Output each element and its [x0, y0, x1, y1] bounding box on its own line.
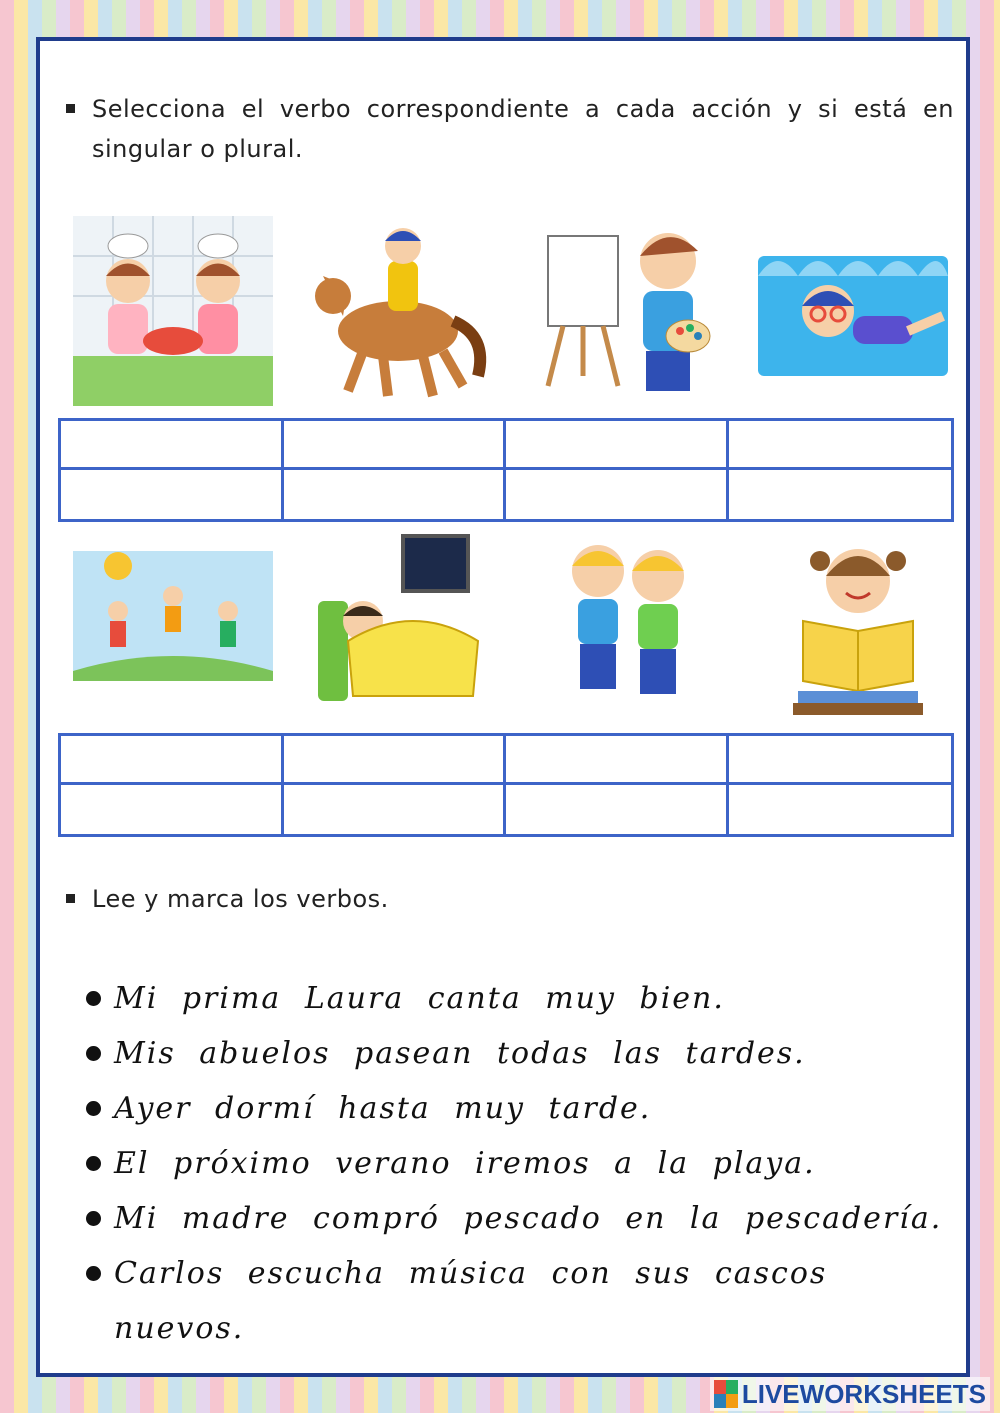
answer-cell[interactable] [284, 421, 507, 470]
cooking-children-icon [73, 216, 273, 406]
instruction-read-mark [92, 879, 692, 919]
answer-cell[interactable] [284, 470, 507, 519]
swimming-girl-icon [758, 216, 958, 406]
answer-cell[interactable] [729, 785, 952, 834]
answer-cell[interactable] [729, 736, 952, 785]
walking-children-icon [528, 531, 728, 721]
instruction-text: Lee y marca los verbos. [92, 885, 389, 913]
answer-cell[interactable] [729, 470, 952, 519]
answer-grid-1 [58, 418, 954, 522]
instruction-text: Selecciona el verbo correspondiente a cada acción y si está en singular o plural. [92, 95, 954, 163]
liveworksheets-logo[interactable] [710, 1377, 990, 1411]
answer-cell[interactable] [61, 785, 284, 834]
sentence-item[interactable]: Mi madre compró pescado en la pescadería. [84, 1191, 944, 1246]
bullet-dot-icon [86, 1046, 101, 1061]
sentence-item[interactable]: El próximo verano iremos a la playa. [84, 1136, 944, 1191]
sentence-item[interactable]: Carlos escucha música con sus cascos nuevos. [84, 1246, 944, 1301]
bullet-dot-icon [86, 1101, 101, 1116]
answer-cell[interactable] [284, 736, 507, 785]
bullet-dot-icon [86, 1156, 101, 1171]
answer-cell[interactable] [506, 785, 729, 834]
reading-girl-icon [758, 531, 958, 721]
brand-name: LIVEWORKSHEETS [741, 1378, 986, 1409]
horse-riding-icon [303, 216, 503, 406]
pictures-row-1 [68, 216, 948, 406]
answer-cell[interactable] [506, 736, 729, 785]
square-bullet-icon [66, 894, 75, 903]
bullet-dot-icon [86, 1266, 101, 1281]
answer-cell[interactable] [61, 470, 284, 519]
answer-cell[interactable] [729, 421, 952, 470]
liveworksheets-logo-icon [714, 1380, 738, 1408]
sentence-item[interactable]: Mis abuelos pasean todas las tardes. [84, 1026, 944, 1081]
sleeping-boy-icon [303, 531, 503, 721]
answer-cell[interactable] [506, 470, 729, 519]
bullet-dot-icon [86, 1211, 101, 1226]
square-bullet-icon [66, 104, 75, 113]
answer-cell[interactable] [506, 421, 729, 470]
instruction-select-verb [92, 89, 954, 169]
sentence-item[interactable]: Ayer dormí hasta muy tarde. [84, 1081, 944, 1136]
jumping-children-icon [73, 531, 273, 721]
sentence-list [84, 971, 944, 1346]
answer-cell[interactable] [61, 736, 284, 785]
answer-cell[interactable] [61, 421, 284, 470]
bullet-dot-icon [86, 991, 101, 1006]
worksheet [36, 37, 970, 1377]
painting-boy-icon [528, 216, 728, 406]
sentence-item[interactable]: Mi prima Laura canta muy bien. [84, 971, 944, 1026]
pictures-row-2 [68, 531, 948, 721]
answer-grid-2 [58, 733, 954, 837]
answer-cell[interactable] [284, 785, 507, 834]
